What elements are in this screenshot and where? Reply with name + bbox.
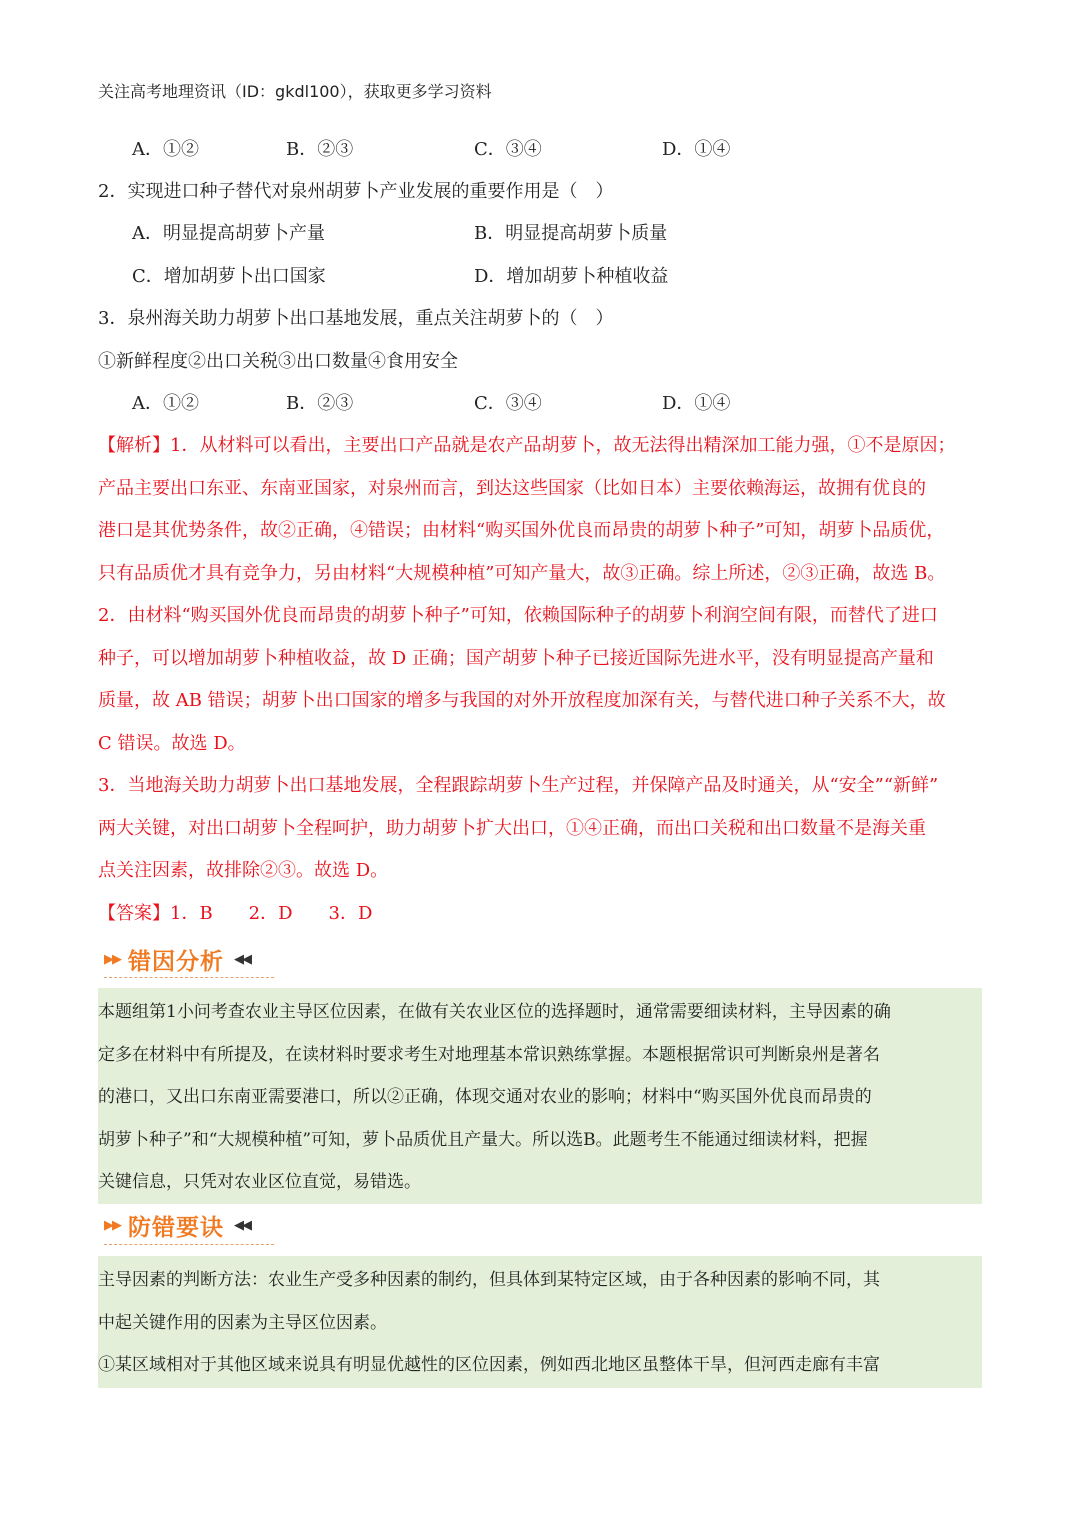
q1-option-d: D．①④ xyxy=(662,139,731,160)
q3-option-a: A．①② xyxy=(132,393,199,414)
double-arrow-right-icon: ▶▶ xyxy=(104,1217,120,1233)
q3-items: ①新鲜程度②出口关税③出口数量④食用安全 xyxy=(98,351,458,372)
section-title-error-analysis xyxy=(104,942,250,976)
q3-stem: 3．泉州海关助力胡萝卜出口基地发展，重点关注胡萝卜的（ ） xyxy=(98,308,614,329)
double-arrow-right-icon: ▶▶ xyxy=(104,951,120,967)
analysis-line: 质量，故 AB 错误；胡萝卜出口国家的增多与我国的对外开放程度加深有关，与替代进口种子关系不大，故 xyxy=(98,690,946,711)
q1-option-a: A．①② xyxy=(132,139,199,160)
analysis-line: 产品主要出口东亚、东南亚国家，对泉州而言，到达这些国家（比如日本）主要依赖海运，故拥有优良的 xyxy=(98,478,926,499)
q3-option-d: D．①④ xyxy=(662,393,731,414)
box-line: 的港口，又出口东南亚需要港口，所以②正确，体现交通对农业的影响；材料中“购买国外优良而昂贵的 xyxy=(98,1087,872,1107)
q2-option-a: A．明显提高胡萝卜产量 xyxy=(132,223,325,244)
box-line: 定多在材料中有所提及，在读材料时要求考生对地理基本常识熟练掌握。本题根据常识可判断泉州是著名 xyxy=(98,1045,880,1065)
box-line: 关键信息，只凭对农业区位直觉，易错选。 xyxy=(98,1172,421,1192)
analysis-line: 种子，可以增加胡萝卜种植收益，故 D 正确；国产胡萝卜种子已接近国际先进水平，没有明显提高产量和 xyxy=(98,648,934,669)
double-arrow-left-icon: ◀◀ xyxy=(234,1217,250,1233)
q1-option-b: B．②③ xyxy=(286,139,354,160)
q3-option-b: B．②③ xyxy=(286,393,354,414)
section-title-text: 错因分析 xyxy=(128,948,224,975)
section-underline xyxy=(104,1244,274,1245)
box-line: 本题组第1小问考查农业主导区位因素，在做有关农业区位的选择题时，通常需要细读材料，主导因素的确 xyxy=(98,1002,891,1022)
q2-option-c: C．增加胡萝卜出口国家 xyxy=(132,266,326,287)
page-header: 关注高考地理资讯（ID：gkdl100），获取更多学习资料 xyxy=(98,82,492,101)
q3-option-c: C．③④ xyxy=(474,393,542,414)
analysis-line: 3．当地海关助力胡萝卜出口基地发展，全程跟踪胡萝卜生产过程，并保障产品及时通关，从“安全”“新鲜” xyxy=(98,775,939,796)
analysis-line: 2．由材料“购买国外优良而昂贵的胡萝卜种子”可知，依赖国际种子的胡萝卜利润空间有限，而替代了进口 xyxy=(98,605,938,626)
q1-option-c: C．③④ xyxy=(474,139,542,160)
q2-option-b: B．明显提高胡萝卜质量 xyxy=(474,223,668,244)
analysis-line: 【解析】1．从材料可以看出，主要出口产品就是农产品胡萝卜，故无法得出精深加工能力强，①不是原因； xyxy=(98,435,956,456)
double-arrow-left-icon: ◀◀ xyxy=(234,951,250,967)
box-line: 胡萝卜种子”和“大规模种植”可知，萝卜品质优且产量大。所以选B。此题考生不能通过细读材料，把握 xyxy=(98,1130,868,1150)
analysis-line: 只有品质优才具有竞争力，另由材料“大规模种植”可知产量大，故③正确。综上所述，②③正确，故选 B。 xyxy=(98,563,946,584)
section-underline xyxy=(104,977,274,978)
box-line: 中起关键作用的因素为主导区位因素。 xyxy=(98,1313,387,1333)
q2-option-d: D．增加胡萝卜种植收益 xyxy=(474,266,669,287)
box-line: 主导因素的判断方法：农业生产受多种因素的制约，但具体到某特定区域，由于各种因素的影响不同，其 xyxy=(98,1270,880,1290)
answer-line: 【答案】1．B 2．D 3．D xyxy=(98,903,373,924)
analysis-line: 港口是其优势条件，故②正确，④错误；由材料“购买国外优良而昂贵的胡萝卜种子”可知，胡萝卜品质优， xyxy=(98,520,945,541)
section-title-text: 防错要诀 xyxy=(128,1214,224,1241)
analysis-line: 点关注因素，故排除②③。故选 D。 xyxy=(98,860,389,881)
q2-stem: 2．实现进口种子替代对泉州胡萝卜产业发展的重要作用是（ ） xyxy=(98,181,614,202)
box-line: ①某区域相对于其他区域来说具有明显优越性的区位因素，例如西北地区虽整体干旱，但河西走廊有丰富 xyxy=(98,1355,880,1375)
section-title-prevention-tips xyxy=(104,1208,250,1242)
analysis-line: 两大关键，对出口胡萝卜全程呵护，助力胡萝卜扩大出口，①④正确，而出口关税和出口数量不是海关重 xyxy=(98,818,926,839)
analysis-line: C 错误。故选 D。 xyxy=(98,733,246,754)
